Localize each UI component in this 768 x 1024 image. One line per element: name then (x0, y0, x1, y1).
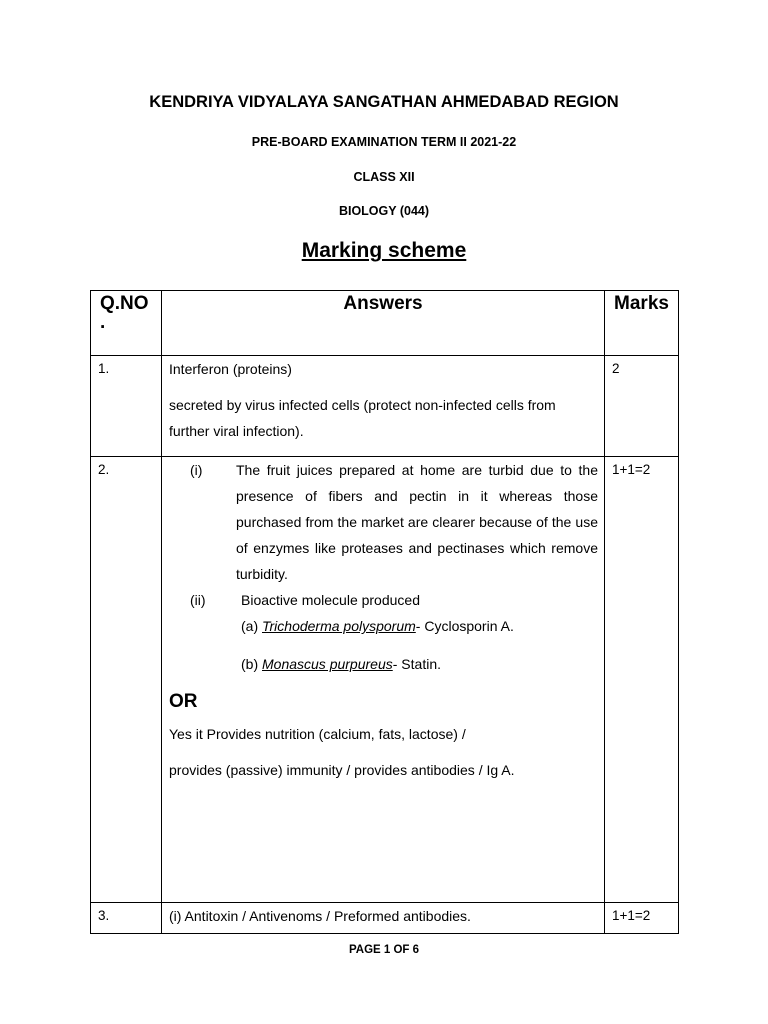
marking-scheme-table (90, 290, 679, 934)
part-text: Bioactive molecule produced (241, 592, 420, 608)
row-answer (162, 356, 605, 457)
part-number: (ii) (190, 592, 206, 608)
part-number: (i) (190, 462, 203, 478)
row-answer (162, 903, 605, 934)
item-prefix: (a) (241, 618, 262, 634)
subject-heading: BIOLOGY (044) (338, 204, 430, 218)
page-number: PAGE 1 OF 6 (348, 944, 420, 956)
row-marks: 1+1=2 (605, 457, 679, 903)
exam-heading: PRE-BOARD EXAMINATION TERM II 2021-22 (251, 135, 517, 149)
header-qno (91, 291, 162, 356)
answer-line: Yes it Provides nutrition (calcium, fats, lactose) / (169, 726, 466, 742)
answer-line: secreted by virus infected cells (protect non-infected cells from further viral infection). (169, 397, 556, 439)
part-text: The fruit juices prepared at home are turbid due to the presence of fibers and pectin in it whereas those purchased from the market are clearer because of the use of enzymes like proteases and pectinases which remove turbidity. (236, 462, 598, 582)
answer-item-b (169, 651, 598, 677)
header-answers: Answers (162, 291, 605, 356)
row-marks: 1+1=2 (605, 903, 679, 934)
answer-line: provides (passive) immunity / provides antibodies / Ig A. (169, 762, 515, 778)
class-heading: CLASS XII (353, 170, 415, 184)
table-row (91, 356, 679, 457)
item-prefix: (b) (241, 656, 262, 672)
row-marks: 2 (605, 356, 679, 457)
answer-line: Interferon (proteins) (169, 361, 292, 377)
row-qno: 2. (91, 457, 162, 903)
item-suffix: - Cyclosporin A. (415, 618, 514, 634)
answer-item-a (169, 613, 598, 639)
header-marks: Marks (605, 291, 679, 356)
row-qno: 1. (91, 356, 162, 457)
or-separator: OR (169, 691, 198, 712)
organization-heading: KENDRIYA VIDYALAYA SANGATHAN AHMEDABAD REGION (149, 93, 619, 111)
organism-name: Trichoderma polysporum (262, 618, 416, 634)
header-qno-label: Q.NO (100, 293, 149, 314)
organism-name: Monascus purpureus (262, 656, 393, 672)
page-title: Marking scheme (301, 239, 467, 262)
answer-part-ii (169, 587, 598, 613)
table-row (91, 457, 679, 903)
table-row (91, 903, 679, 934)
answer-part-i (169, 457, 598, 587)
row-answer (162, 457, 605, 903)
answer-line: (i) Antitoxin / Antivenoms / Preformed antibodies. (169, 908, 471, 924)
row-qno: 3. (91, 903, 162, 934)
item-suffix: - Statin. (392, 656, 441, 672)
header-qno-label-cont: . (100, 312, 106, 333)
table-header-row (91, 291, 679, 356)
